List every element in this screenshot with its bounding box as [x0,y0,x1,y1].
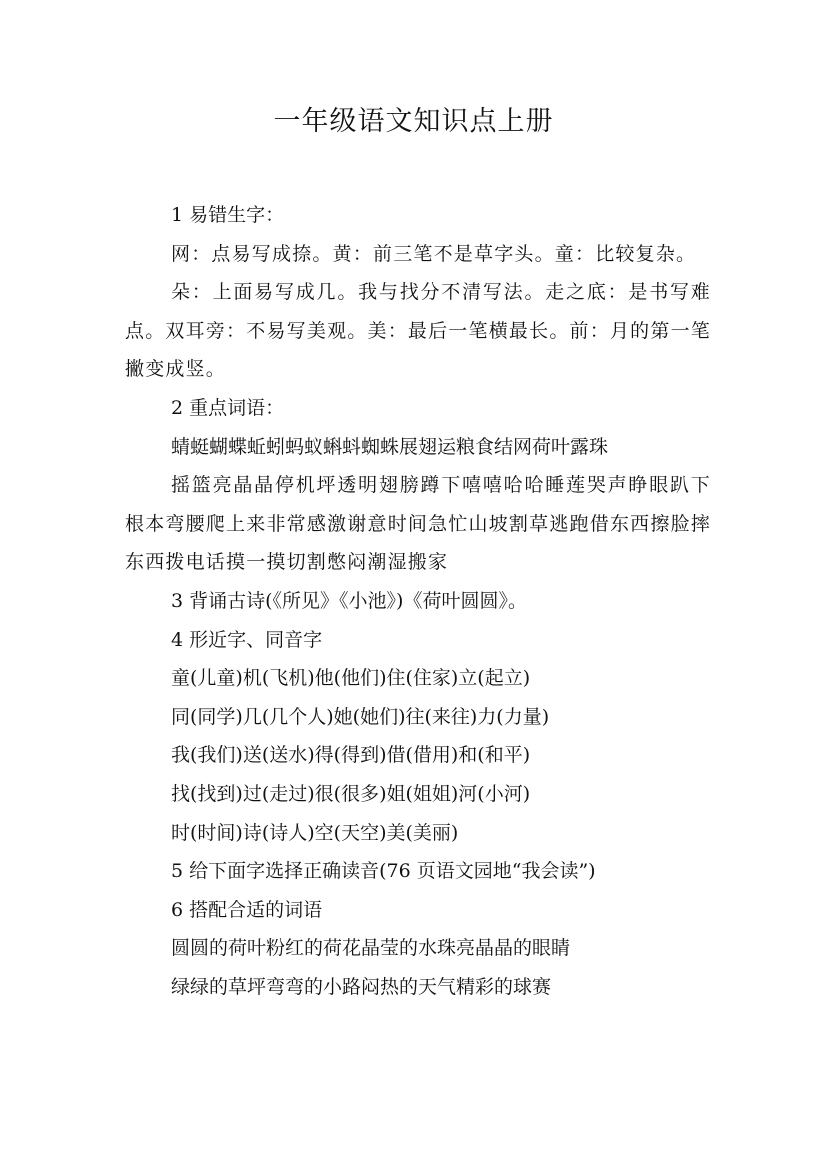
word-list-paragraph: 摇篮亮晶晶停机坪透明翅膀蹲下嘻嘻哈哈睡莲哭声睁眼趴下根本弯腰爬上来非常感激谢意时间急忙山坡割草逃跑借东西擦脸摔东西拨电话摸一摸切割憋闷潮湿搬家 [125,474,711,574]
character-pair-line: 时(时间)诗(诗人)空(天空)美(美丽) [171,821,459,844]
document-title: 一年级语文知识点上册 [273,106,554,137]
document-body [125,196,711,1006]
character-pair-line: 童(儿童)机(飞机)他(他们)住(住家)立(起立) [171,667,531,690]
section-heading-3: 3 背诵古诗(《所见》《小池》)《荷叶圆圆》。 [171,589,527,612]
section-heading-5: 5 给下面字选择正确读音(76 页语文园地“我会读”) [171,860,596,883]
paragraph: 朵：上面易写成几。我与找分不清写法。走之底：是书写难点。双耳旁：不易写美观。美：最后一笔横最长。前：月的第一笔撇变成竖。 [125,281,711,381]
paragraph: 网：点易写成捺。黄：前三笔不是草字头。童：比较复杂。 [171,242,697,265]
section-heading-1: 1 易错生字： [171,204,285,226]
character-pair-line: 同(同学)几(几个人)她(她们)往(来往)力(力量) [171,705,550,728]
character-pair-line: 找(找到)过(走过)很(很多)姐(姐姐)河(小河) [171,782,531,805]
word-list-line: 蜻蜓蝴蝶蚯蚓蚂蚁蝌蚪蜘蛛展翅运粮食结网荷叶露珠 [171,435,609,458]
phrase-line: 绿绿的草坪弯弯的小路闷热的天气精彩的球赛 [171,975,552,998]
section-heading-4: 4 形近字、同音字 [171,628,323,651]
phrase-line: 圆圆的荷叶粉红的荷花晶莹的水珠亮晶晶的眼睛 [171,937,571,960]
section-heading-6: 6 搭配合适的词语 [171,898,323,921]
character-pair-line: 我(我们)送(送水)得(得到)借(借用)和(和平) [171,744,531,767]
section-heading-2: 2 重点词语： [171,396,285,419]
